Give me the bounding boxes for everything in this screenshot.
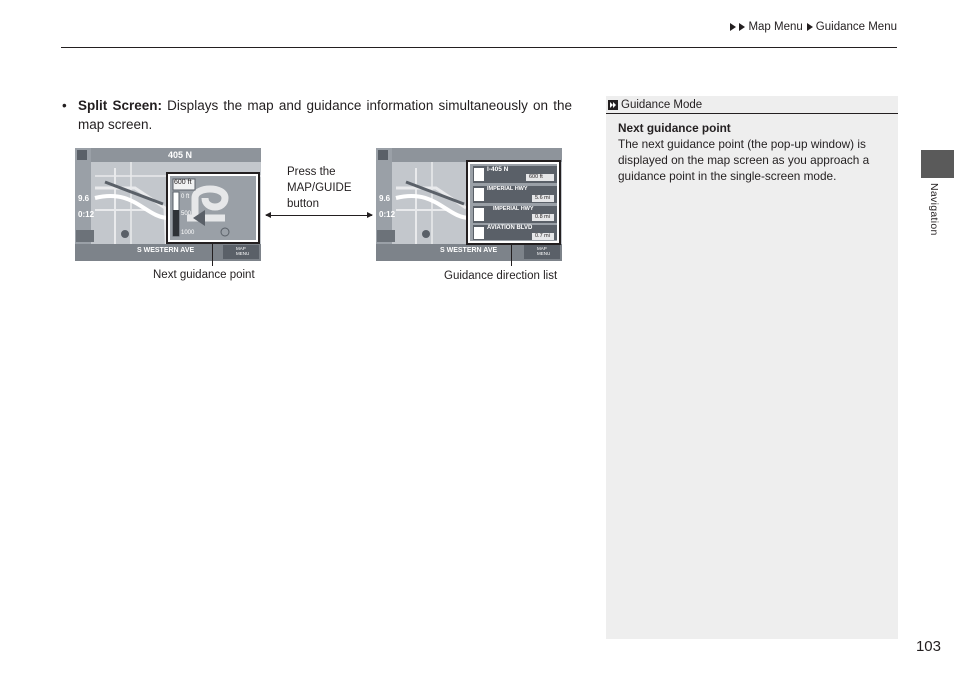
split-screen-paragraph: [62, 96, 572, 134]
street-name: S WESTERN AVE: [137, 247, 195, 254]
callout-leader: [212, 244, 213, 266]
arrow-icon: [807, 23, 813, 31]
direction-item-name: I-405 N: [487, 166, 509, 173]
split-screen-next-point-image: [75, 148, 261, 261]
next-distance: 600 ft: [174, 179, 192, 186]
caption-next-guidance-point: Next guidance point: [153, 269, 255, 281]
section-tab-label: Navigation: [928, 183, 940, 236]
sidebar-header-text: Guidance Mode: [621, 98, 703, 111]
double-arrow: [266, 215, 372, 216]
street-name: S WESTERN AVE: [440, 247, 498, 254]
breadcrumb: [730, 21, 897, 33]
side-number: 9.6: [379, 194, 391, 203]
sidebar-header: [606, 96, 898, 114]
road-label: 405 N: [168, 150, 193, 160]
page-number: 103: [915, 638, 941, 655]
arrow-icon: [730, 23, 736, 31]
scale-label: 0 ft: [181, 194, 190, 200]
reference-icon: [608, 100, 618, 110]
split-screen-direction-list-image: [376, 148, 562, 261]
arrow-left-icon: [265, 212, 271, 218]
direction-item-dist: 5.6 mi: [535, 195, 550, 201]
scale-label: 1000: [181, 230, 195, 236]
side-number: 9.6: [78, 194, 90, 203]
sidebar-note: [606, 96, 898, 639]
header-rule: [61, 47, 897, 48]
bullet-term: Split Screen:: [78, 98, 162, 113]
direction-item-dist: 0.8 mi: [535, 214, 550, 220]
side-number: 0:12: [379, 210, 396, 219]
breadcrumb-part-2: Guidance Menu: [815, 21, 897, 33]
section-tab: [921, 150, 954, 178]
scale-label: 500: [181, 211, 192, 217]
bullet-icon: •: [62, 98, 67, 113]
breadcrumb-part-1: Map Menu: [748, 21, 803, 33]
bullet-text: Displays the map and guidance information simultaneously on the map screen.: [78, 98, 572, 132]
direction-item-dist: 0.7 mi: [535, 233, 550, 239]
caption-press-map-guide: Press the MAP/GUIDE button: [287, 166, 352, 210]
caption-guidance-direction-list: Guidance direction list: [444, 270, 558, 282]
direction-item-name: AVIATION BLVD: [487, 225, 533, 231]
sidebar-body-text: The next guidance point (the pop-up window) is displayed on the map screen as you approach a guidance point in the single-screen mode.: [618, 137, 870, 183]
callout-leader: [511, 244, 512, 266]
direction-item-dist: 600 ft: [529, 174, 543, 180]
map-menu-label: MAP MENU: [537, 246, 551, 256]
direction-item-name: IMPERIAL HWY: [487, 186, 528, 192]
arrow-icon: [739, 23, 745, 31]
direction-item-name: IMPERIAL HWY: [493, 206, 534, 212]
map-menu-label: MAP MENU: [236, 246, 250, 256]
sidebar-title: Next guidance point: [618, 121, 731, 135]
arrow-right-icon: [367, 212, 373, 218]
side-number: 0:12: [78, 210, 95, 219]
